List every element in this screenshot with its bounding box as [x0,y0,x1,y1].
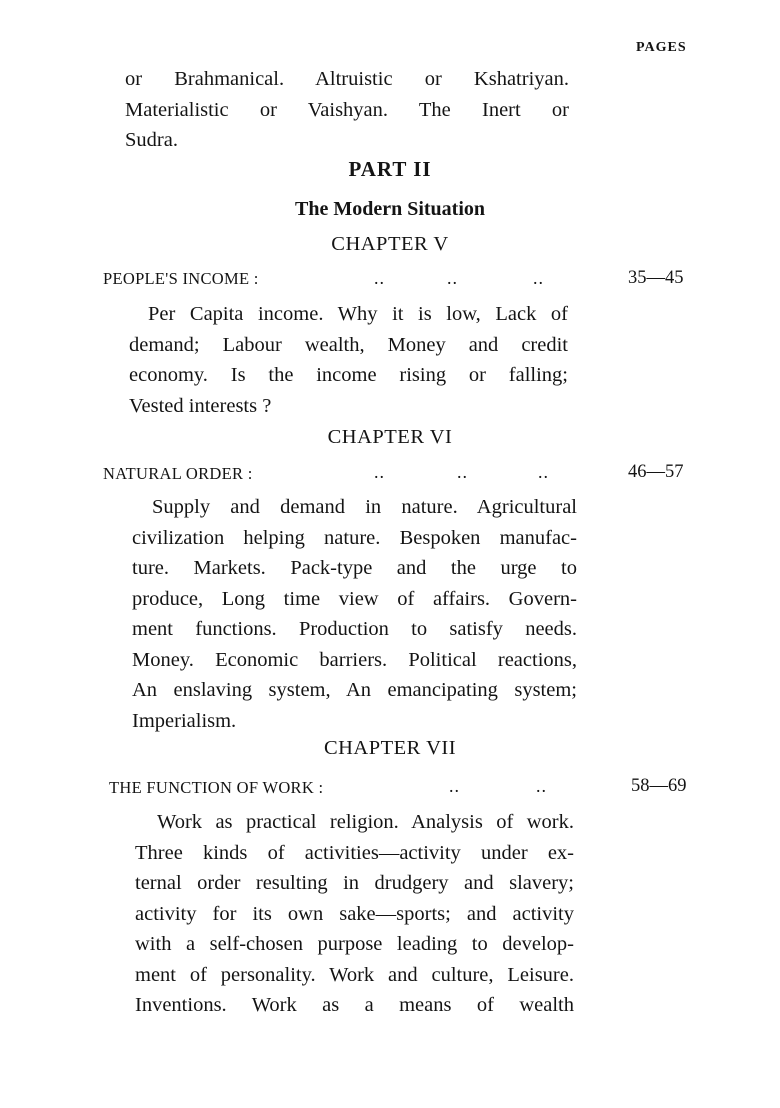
summary-line: ternal order resulting in drudgery and slavery; [135,872,574,894]
leader-dots: .. [536,776,547,796]
summary-line: economy. Is the income rising or falling; [129,364,568,386]
leader-dots: .. [538,462,549,482]
chapter-heading: CHAPTER VII [323,737,457,759]
summary-line: Work as practical religion. Analysis of work. [157,811,574,833]
chapter-summary [135,807,574,1021]
intro-line: Materialistic or Vaishyan. The Inert or [125,98,569,121]
summary-line: demand; Labour wealth, Money and credit [129,333,568,356]
part-title: The Modern Situation [294,198,486,220]
part-label: PART II [348,157,432,181]
toc-entry-title: PEOPLE'S INCOME : [103,269,259,288]
summary-line: Money. Economic barriers. Political reactions, [132,648,577,671]
page-range: 35—45 [628,268,684,288]
pages-column-header: PAGES [636,40,687,55]
page-range: 46—57 [628,462,684,482]
summary-line: Imperialism. [132,709,237,732]
summary-line: with a self-chosen purpose leading to develop- [135,933,574,955]
intro-line: or Brahmanical. Altruistic or Kshatriyan. [125,68,569,90]
leader-dots: .. [449,776,460,796]
leader-dots: .. [374,268,385,288]
leader-dots: .. [457,462,468,482]
summary-line: produce, Long time view of affairs. Govern- [132,587,577,610]
page-range: 58—69 [631,776,687,796]
chapter-summary [129,299,568,421]
summary-line: Three kinds of activities—activity under ex- [135,841,574,864]
chapter-summary [132,492,577,736]
summary-line: activity for its own sake—sports; and activity [135,902,574,925]
leader-dots: .. [374,462,385,482]
summary-line: Vested interests ? [129,394,272,417]
leader-dots: .. [447,268,458,288]
toc-entry-title: THE FUNCTION OF WORK : [109,778,324,797]
summary-line: Per Capita income. Why it is low, Lack of [148,303,568,325]
chapter-heading: CHAPTER VI [327,426,453,448]
intro-line: Sudra. [125,129,178,151]
chapter-heading: CHAPTER V [331,233,449,255]
summary-line: Supply and demand in nature. Agricultural [152,496,577,518]
intro-paragraph [125,64,569,156]
toc-entry-title: NATURAL ORDER : [103,464,253,483]
summary-line: ment of personality. Work and culture, Leisure. [135,963,574,986]
summary-line: civilization helping nature. Bespoken manufac- [132,526,577,549]
summary-line: Inventions. Work as a means of wealth [135,994,574,1016]
summary-line: An enslaving system, An emancipating system; [132,679,577,701]
summary-line: ture. Markets. Pack-type and the urge to [132,557,577,579]
summary-line: ment functions. Production to satisfy needs. [132,618,577,640]
leader-dots: .. [533,268,544,288]
